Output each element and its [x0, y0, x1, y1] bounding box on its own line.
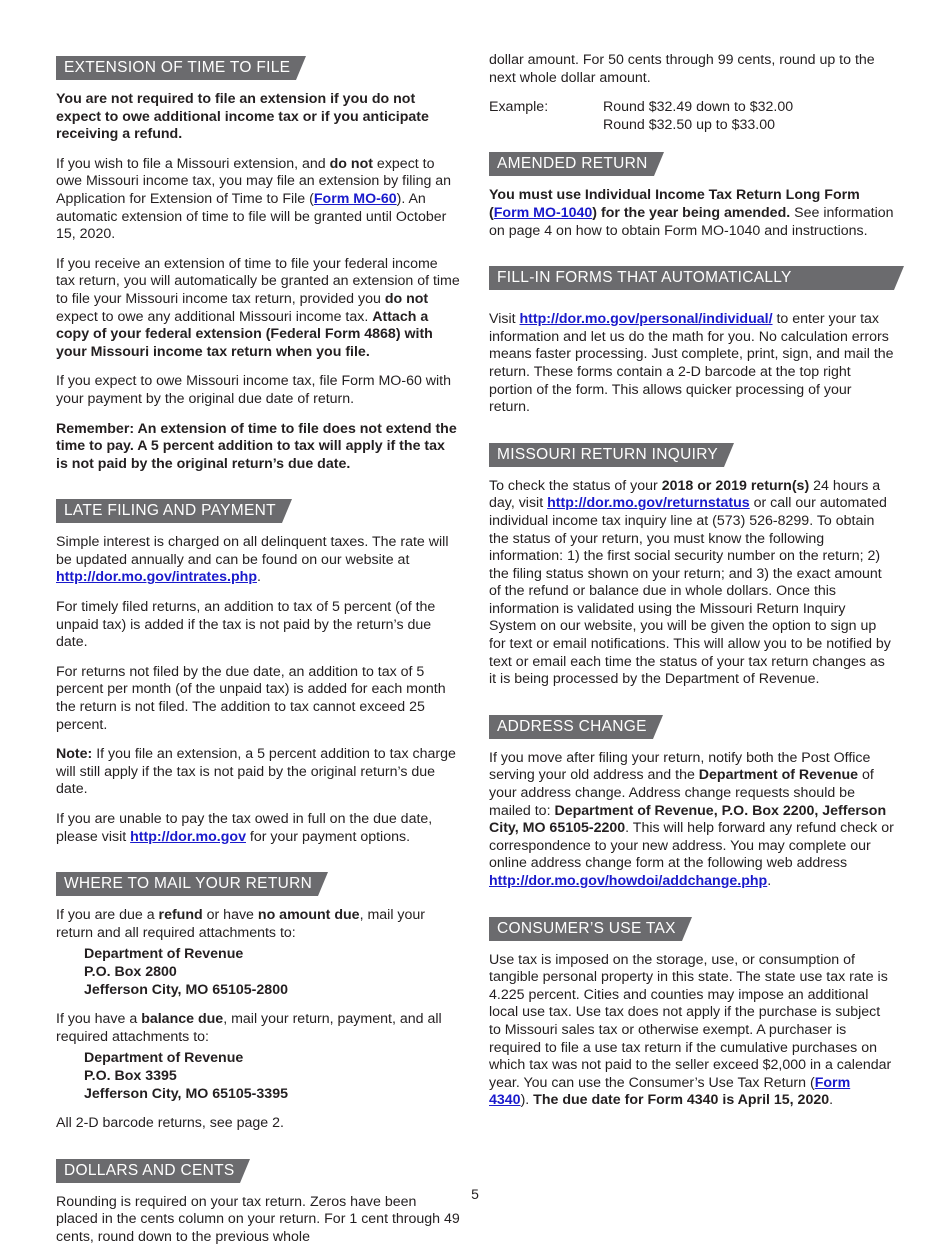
- section-header-late-filing: LATE FILING AND PAYMENT: [56, 499, 282, 523]
- late-note: Note: If you file an extension, a 5 percent addition to tax charge will still apply if the tax is not paid by the original return’s due date.: [56, 746, 456, 798]
- section-header-use-tax: CONSUMER’S USE TAX: [489, 917, 682, 941]
- late-paragraph-2: For timely filed returns, an addition to tax of 5 percent (of the unpaid tax) is added if the tax is not paid by the return’s due date.: [56, 599, 436, 651]
- dollars-paragraph: Rounding is required on your tax return. Zeros have been placed in the cents column on your return. For 1 cent through 49 cents, round down to the previous whole: [56, 1193, 460, 1245]
- extension-reminder: Remember: An extension of time to file does not extend the time to pay. A 5 percent addition to tax will apply if the tax is not paid by the original return’s due date.: [56, 420, 457, 472]
- page-number: 5: [471, 1186, 479, 1202]
- individual-forms-link[interactable]: http://dor.mo.gov/personal/individual/: [519, 311, 773, 328]
- refund-address: Department of Revenue P.O. Box 2800 Jefferson City, MO 65105-2800: [84, 946, 288, 998]
- form-4340-link[interactable]: Form 4340: [489, 1074, 851, 1109]
- dollars-continuation: dollar amount. For 50 cents through 99 cents, round up to the next whole dollar amount.: [489, 52, 875, 86]
- example-label: Example:: [489, 99, 549, 116]
- extension-paragraph-2: If you wish to file a Missouri extension, and do not expect to owe Missouri income tax, you may file an extension by filing an Application for Extension of Time to File (Form MO-60). An automatic extension of time to file will be granted until October 15, 2020.: [56, 155, 452, 243]
- extension-paragraph-3: If you receive an extension of time to file your federal income tax return, you will automatically be granted an extension of time to file your Missouri income tax return, provided you do not expect to owe any additional Missouri income tax. Attach a copy of your federal extension (Federal Form 4868) with your Missouri income tax return when you file.: [56, 255, 460, 360]
- right-column: [489, 52, 894, 1122]
- rounding-example: [489, 99, 894, 134]
- mail-paragraph-2: If you have a balance due, mail your return, payment, and all required attachments to:: [56, 1011, 442, 1045]
- late-paragraph-5: If you are unable to pay the tax owed in full on the due date, please visit http://dor.mo.gov for your payment options.: [56, 811, 433, 845]
- extension-notice: You are not required to file an extension if you do not expect to owe additional income tax or if you anticipate receiving a refund.: [56, 91, 429, 143]
- late-paragraph-3: For returns not filed by the due date, an addition to tax of 5 percent per month (of the unpaid tax) is added for each month the return is not filed. The addition to tax cannot exceed 25 percent.: [56, 663, 446, 733]
- mail-paragraph-1: If you are due a refund or have no amount due, mail your return and all required attachments to:: [56, 907, 426, 941]
- section-header-amended: AMENDED RETURN: [489, 152, 654, 176]
- example-line-2: Round $32.50 up to $33.00: [603, 116, 775, 133]
- section-header-return-inquiry: MISSOURI RETURN INQUIRY: [489, 443, 724, 467]
- fill-in-paragraph: Visit http://dor.mo.gov/personal/individual/ to enter your tax information and let us do the math for you. No calculation errors means faster processing. Just complete, print, sign, and mail the return. These forms contain a 2-D barcode at the top right portion of the form. This allows quicker processing of your return.: [489, 311, 894, 416]
- form-mo60-link[interactable]: Form MO-60: [313, 190, 397, 207]
- left-column: [56, 56, 460, 1259]
- intrates-link[interactable]: http://dor.mo.gov/intrates.php: [56, 569, 257, 586]
- balance-due-address: Department of Revenue P.O. Box 3395 Jefferson City, MO 65105-3395: [84, 1050, 288, 1102]
- late-paragraph-1: Simple interest is charged on all delinquent taxes. The rate will be updated annually and can be found on our website at http://dor.mo.gov/intrates.php.: [56, 534, 449, 586]
- section-header-mail: WHERE TO MAIL YOUR RETURN: [56, 872, 318, 896]
- return-status-link[interactable]: http://dor.mo.gov/returnstatus: [547, 495, 750, 512]
- example-line-1: Round $32.49 down to $32.00: [603, 99, 794, 116]
- section-header-fill-in-forms: FILL-IN FORMS THAT AUTOMATICALLY CALCULATE: [489, 266, 894, 290]
- section-header-address-change: ADDRESS CHANGE: [489, 715, 653, 739]
- mail-paragraph-3: All 2-D barcode returns, see page 2.: [56, 1115, 284, 1132]
- use-tax-paragraph: Use tax is imposed on the storage, use, or consumption of tangible personal property in this state. The state use tax rate is 4.225 percent. Cities and counties may impose an additional local use tax. Use tax does not apply if the purchase is subject to Missouri sales tax or otherwise exempt. A purchaser is required to file a use tax return if the cumulative purchases on which tax was not paid to the seller exceed $2,000 in a calendar year. You can use the Consumer’s Use Tax Return (Form 4340). The due date for Form 4340 is April 15, 2020.: [489, 951, 892, 1109]
- form-mo1040-link[interactable]: Form MO-1040: [493, 204, 593, 221]
- section-header-extension: EXTENSION OF TIME TO FILE: [56, 56, 296, 80]
- address-change-link[interactable]: http://dor.mo.gov/howdoi/addchange.php: [489, 873, 768, 889]
- address-change-paragraph: If you move after filing your return, notify both the Post Office serving your old address and the Department of Revenue of your address change. Address change requests should be mailed to: Department of Revenue, P.O. Box 2200, Jefferson City, MO 65105-2200. This will help forward any refund check or correspondence to your new address. You may complete our online address change form at the following web address http://dor.mo.gov/howdoi/addchange.php.: [489, 749, 894, 889]
- section-header-dollars: DOLLARS AND CENTS: [56, 1159, 240, 1183]
- inquiry-paragraph: To check the status of your 2018 or 2019 return(s) 24 hours a day, visit http://dor.mo.gov/returnstatus or call our automated individual income tax inquiry line at (573) 526-8299. To obtain the status of your return, you must know the following information: 1) the first social security number on the return; 2) the filing status shown on your return; and 3) the exact amount of the refund or balance due in whole dollars. Once this information is validated using the Missouri Return Inquiry System on our website, you will be given the option to sign up for text or email notifications. This will allow you to be notified by text or email each time the status of your tax return changes as it is being processed by the Department of Revenue.: [489, 477, 891, 688]
- extension-paragraph-4: If you expect to owe Missouri income tax, file Form MO-60 with your payment by the original due date of return.: [56, 373, 452, 407]
- dor-home-link[interactable]: http://dor.mo.gov: [130, 828, 246, 845]
- amended-paragraph: You must use Individual Income Tax Return Long Form (Form MO-1040) for the year being amended. See information on page 4 on how to obtain Form MO-1040 and instructions.: [489, 187, 894, 239]
